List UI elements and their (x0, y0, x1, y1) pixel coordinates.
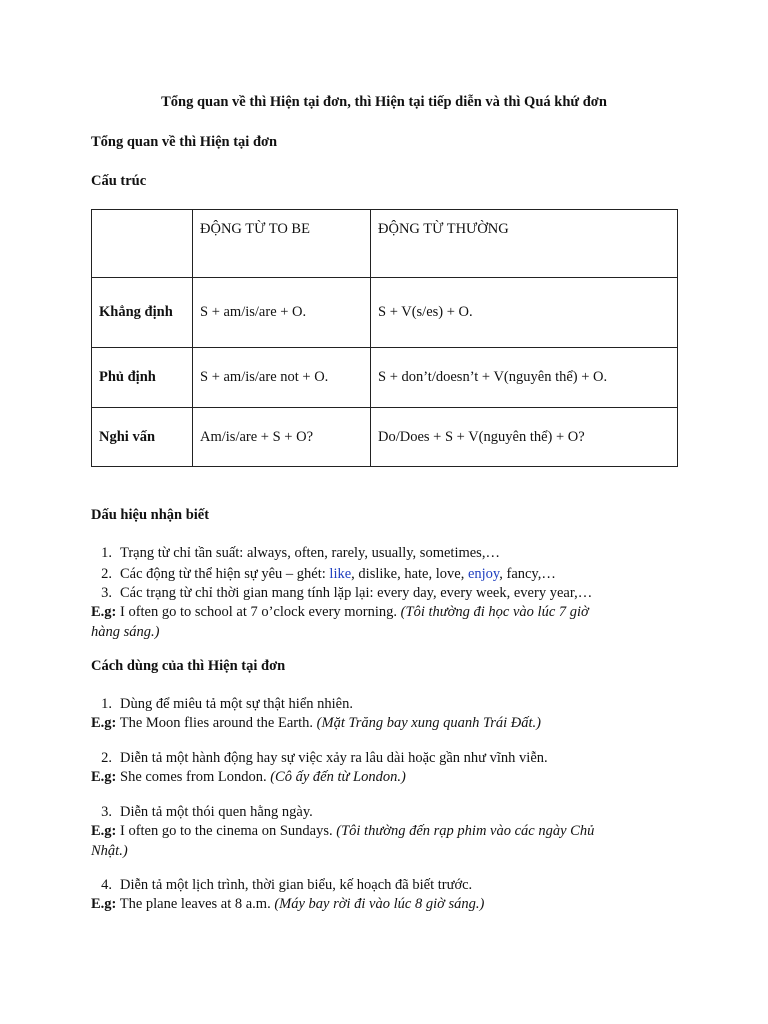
example-line (91, 769, 406, 786)
list-item (90, 566, 556, 583)
section-heading-present-simple: Tổng quan về thì Hiện tại đơn (91, 134, 278, 150)
example-translation-continued: hàng sáng.) (91, 624, 160, 640)
column-header-normal-verb: ĐỘNG TỪ THƯỜNG (371, 210, 678, 278)
row-label-negative: Phủ định (92, 348, 193, 408)
list-number: 3. (101, 804, 112, 820)
column-header-to-be: ĐỘNG TỪ TO BE (193, 210, 371, 278)
list-item (90, 696, 353, 713)
table-row (92, 408, 678, 467)
cell-negative-be: S + am/is/are not + O. (193, 348, 371, 408)
example-label: E.g: (91, 715, 117, 731)
list-item-text: Diễn tả một lịch trình, thời gian biểu, kế hoạch đã biết trước. (120, 877, 473, 893)
example-text: The Moon flies around the Earth. (116, 715, 317, 731)
document-title: Tổng quan về thì Hiện tại đơn, thì Hiện tại tiếp diễn và thì Quá khứ đơn (161, 94, 607, 110)
list-item (90, 804, 313, 821)
list-item-text: Các động từ thể hiện sự yêu – ghét: (120, 566, 330, 582)
example-line (91, 896, 484, 913)
row-label-affirmative: Khẳng định (92, 278, 193, 348)
structure-table (91, 209, 678, 467)
example-text: She comes from London. (116, 769, 271, 785)
list-item-text: Dùng để miêu tả một sự thật hiển nhiên. (120, 696, 353, 712)
cell-question-normal: Do/Does + S + V(nguyên thể) + O? (371, 408, 678, 467)
cell-question-be: Am/is/are + S + O? (193, 408, 371, 467)
list-item-text: , fancy,… (499, 566, 556, 582)
list-number: 4. (101, 877, 112, 893)
list-number: 1. (101, 696, 112, 712)
table-row (92, 348, 678, 408)
list-item-text: Diễn tả một thói quen hằng ngày. (120, 804, 313, 820)
list-item (90, 877, 472, 894)
example-label: E.g: (91, 823, 117, 839)
example-translation: (Cô ấy đến từ London.) (270, 769, 406, 785)
signs-heading: Dấu hiệu nhận biết (91, 507, 210, 523)
list-number: 3. (101, 585, 112, 601)
example-line (91, 715, 541, 732)
table-header-row (92, 210, 678, 278)
list-number: 2. (101, 750, 112, 766)
usage-heading: Cách dùng của thì Hiện tại đơn (91, 658, 286, 674)
table-row (92, 278, 678, 348)
list-item-text: Các trạng từ chỉ thời gian mang tính lặp lại: every day, every week, every year,… (120, 585, 593, 601)
example-translation-continued: Nhật.) (91, 843, 128, 859)
cell-affirmative-normal: S + V(s/es) + O. (371, 278, 678, 348)
example-line (91, 823, 594, 840)
list-number: 1. (101, 545, 112, 561)
example-text: I often go to school at 7 o’clock every morning. (116, 604, 401, 620)
list-item-text: Trạng từ chỉ tần suất: always, often, rarely, usually, sometimes,… (120, 545, 500, 561)
list-item-text: , dislike, hate, love, (351, 566, 468, 582)
example-line (91, 604, 589, 621)
example-word-enjoy: enjoy (467, 566, 500, 582)
example-label: E.g: (91, 769, 117, 785)
list-item (90, 750, 548, 767)
list-number: 2. (101, 566, 112, 582)
example-translation: (Tôi thường đến rạp phim vào các ngày Chủ (336, 823, 595, 839)
example-label: E.g: (91, 896, 117, 912)
example-translation: (Máy bay rời đi vào lúc 8 giờ sáng.) (274, 896, 485, 912)
structure-heading: Cấu trúc (91, 173, 147, 189)
cell-affirmative-be: S + am/is/are + O. (193, 278, 371, 348)
cell-negative-normal: S + don’t/doesn’t + V(nguyên thể) + O. (371, 348, 678, 408)
example-translation: (Tôi thường đi học vào lúc 7 giờ (400, 604, 589, 620)
example-label: E.g: (91, 604, 117, 620)
list-item-text: Diễn tả một hành động hay sự việc xảy ra lâu dài hoặc gần như vĩnh viễn. (120, 750, 548, 766)
list-item (90, 585, 592, 602)
example-translation: (Mặt Trăng bay xung quanh Trái Đất.) (316, 715, 542, 731)
example-word-like: like (329, 566, 352, 582)
example-text: The plane leaves at 8 a.m. (116, 896, 275, 912)
example-text: I often go to the cinema on Sundays. (116, 823, 337, 839)
row-label-question: Nghi vấn (92, 408, 193, 467)
list-item (90, 545, 500, 562)
table-corner-cell (92, 210, 193, 278)
